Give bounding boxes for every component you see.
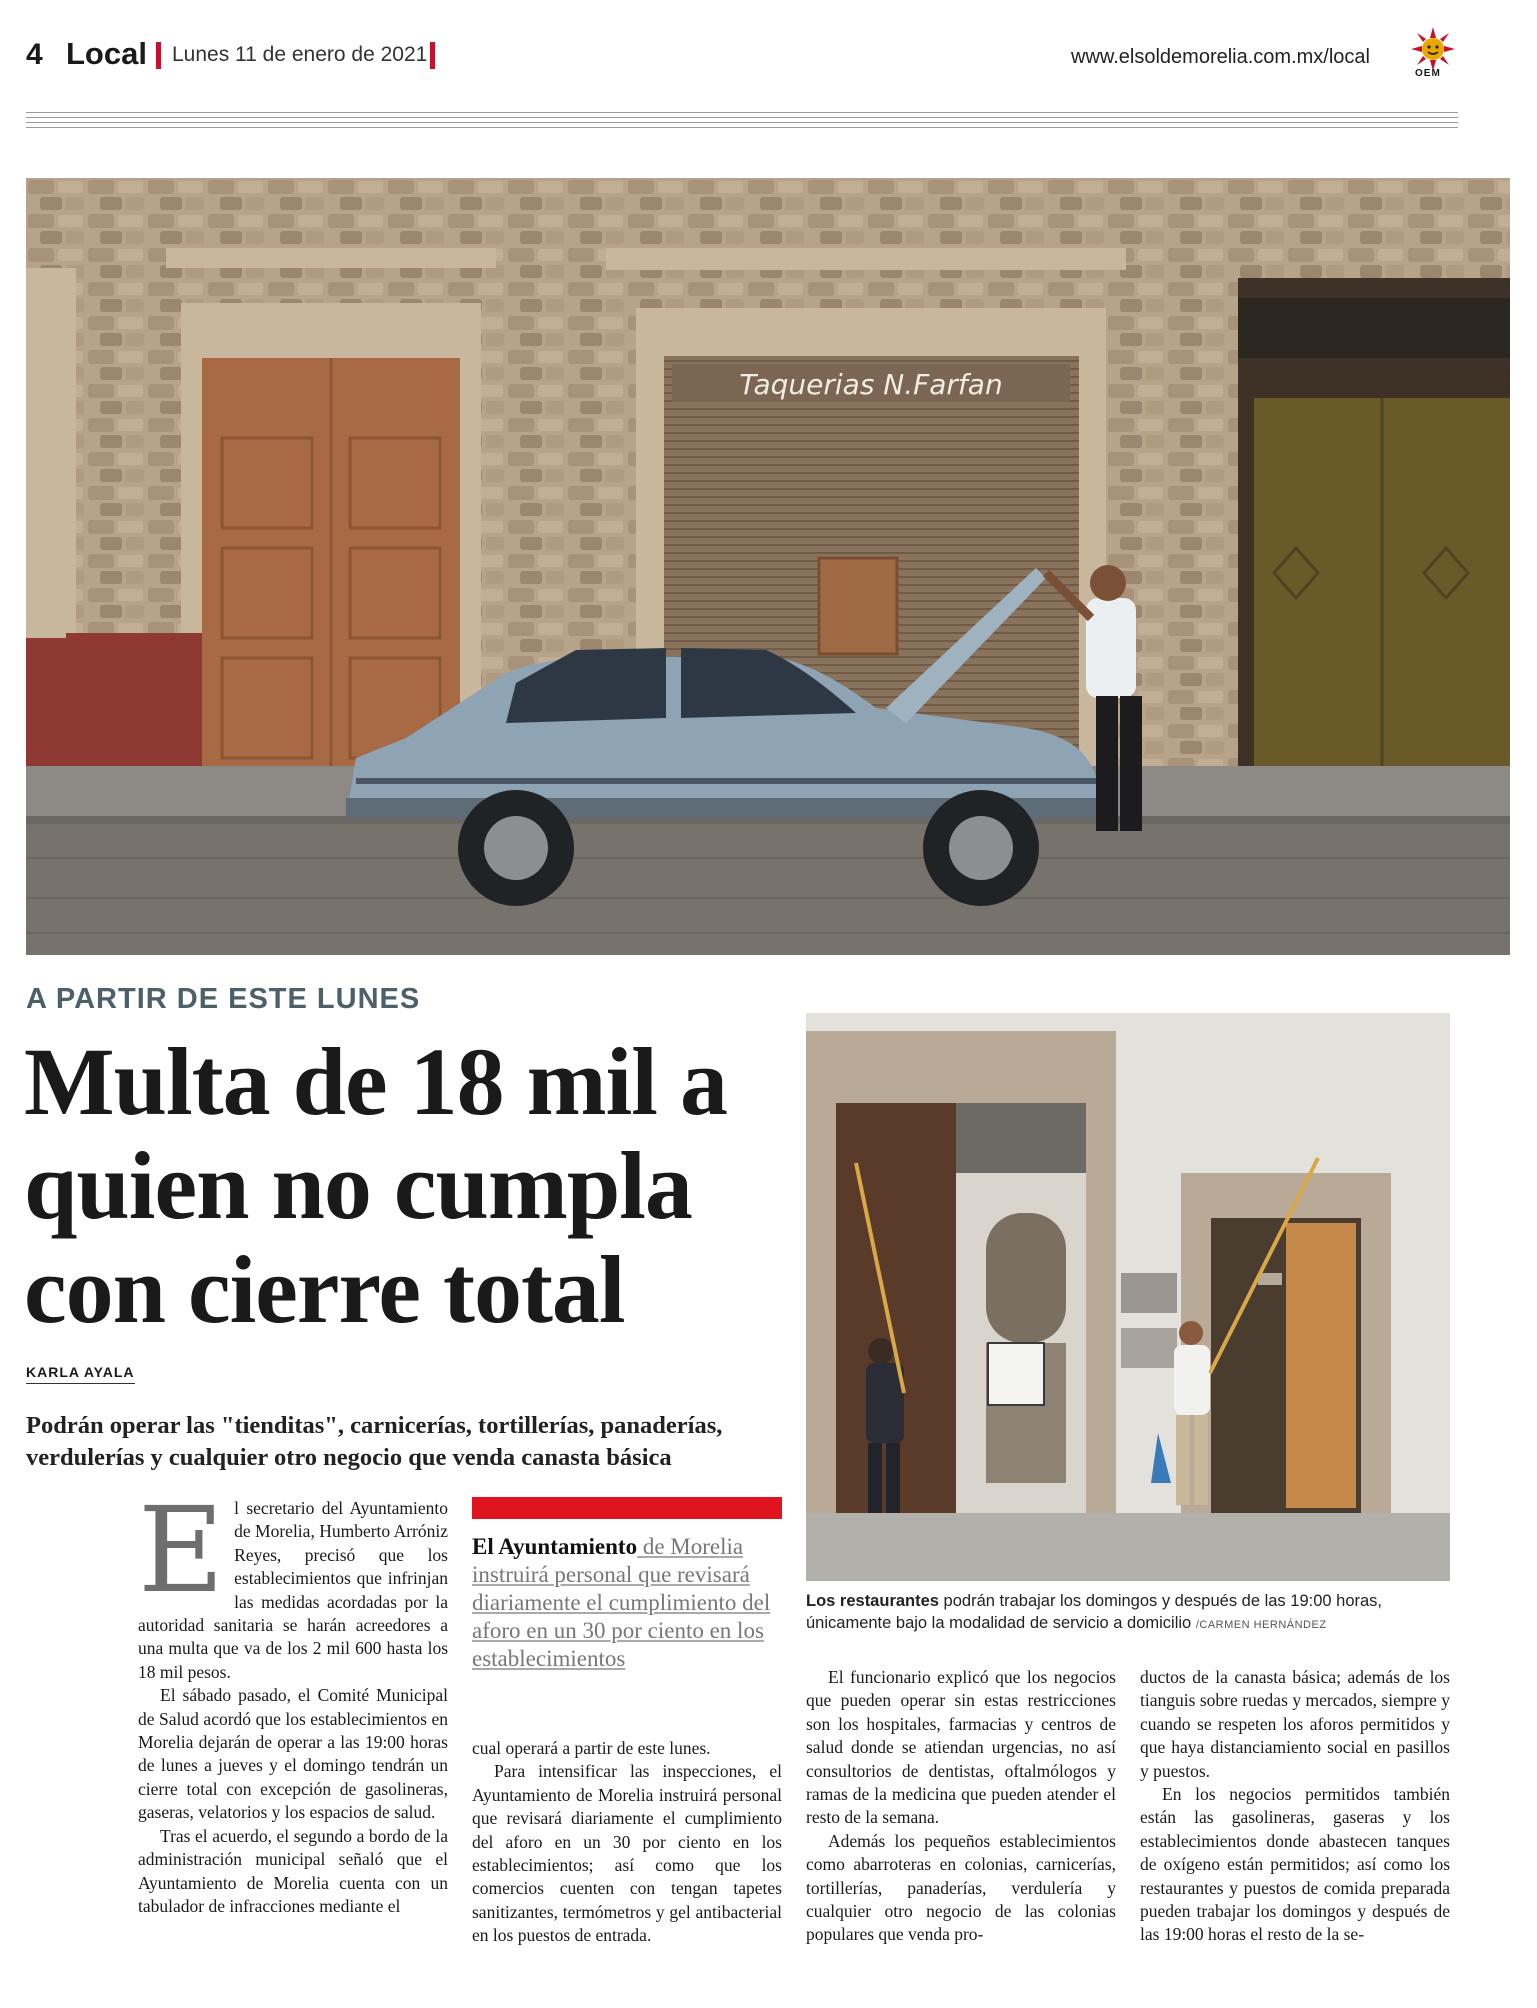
caption-text: podrán trabajar los domingos y después de las 19:00 horas, únicamente bajo la modalidad de servicio a domicilio [806,1592,1382,1632]
body-column-1 [138,1481,448,1918]
article-byline: KARLA AYALA [26,1364,135,1384]
header-divider [156,42,161,69]
body-column-2 [472,1737,782,1948]
body-column-4 [1140,1666,1450,1947]
paragraph: Además los pequeños establecimientos como abarroteras en colonias, carnicerías, tortillerías, panaderías, verdulería y cualquier otro negocio de las colonias populares que venda pro- [806,1830,1116,1945]
restaurant-photo [806,1013,1450,1581]
photo-caption [806,1590,1456,1636]
caption-lead: Los restaurantes [806,1592,939,1610]
header-divider [430,42,435,69]
paragraph: Para intensificar las inspecciones, el Ayuntamiento de Morelia instruirá personal que revisará diariamente el cumplimiento del aforo en un 30 por ciento en los establecimientos; así como que los comercios cuenten con tengan tapetes sanitizantes, termómetros y gel antibacterial en los puestos de entrada. [472,1761,782,1946]
paragraph: ductos de la canasta básica; además de los tianguis sobre ruedas y mercados, siempre y cuando se respeten los aforos permitidos y que haya distanciamiento social en pasillos y puestos. [1140,1667,1450,1781]
header-rule [26,112,1458,113]
section-name: Local [66,36,147,71]
drop-cap: E [138,1481,225,1619]
sun-logo-icon [1410,26,1456,72]
oem-logo-text: OEM [1415,68,1441,79]
paragraph: En los negocios permitidos también están las gasolineras, gaseras y los establecimientos donde abastecen tanques de oxígeno están permitidos; así como los restaurantes y puestos de comida preparada pueden trabajar los domingos y después de las 19:00 horas el resto de la se- [1140,1784,1450,1945]
main-photo-street-car [26,178,1510,955]
pullquote [472,1497,782,1673]
paragraph: El funcionario explicó que los negocios que pueden operar sin estas restricciones son los hospitales, farmacias y centros de salud donde se atiendan urgencias, no así consultorios de dentistas, oftalmólogos y ramas de la medicina que pueden atender el resto de la semana. [806,1667,1116,1828]
paragraph-text: l secretario del Ayuntamiento de Morelia, Humberto Arróniz Reyes, precisó que los establecimientos que infrinjan las medidas acordadas por la autoridad sanitaria se harán acreedores a una multa que va de los 2 mil 600 hasta los 18 mil pesos. [138,1498,448,1682]
shop-sign-text: Taquerias N.Farfan [739,368,1003,401]
header-rule [26,122,1458,123]
body-column-3 [806,1666,1116,1947]
article-kicker: A PARTIR DE ESTE LUNES [26,983,421,1015]
photo-credit: /CARMEN HERNÁNDEZ [1195,1619,1327,1631]
article-headline [24,1030,804,1342]
article-subhead: Podrán operar las "tienditas", carnicerías, tortillerías, panaderías, verdulerías y cualquier otro negocio que venda canasta básica [26,1412,723,1471]
issue-date: Lunes 11 de enero de 2021 [172,43,428,66]
pullquote-lead: El Ayuntamiento [472,1534,638,1559]
pullquote-red-bar [472,1497,782,1519]
paragraph: Tras el acuerdo, el segundo a bordo de la administración municipal señaló que el Ayuntamiento de Morelia cuenta con un tabulador de infracciones mediante el [138,1825,448,1916]
paragraph: El sábado pasado, el Comité Municipal de Salud acordó que los establecimientos en Morelia dejarán de operar a las 19:00 horas de lunes a jueves y el domingo tendrán un cierre total con excepción de gasolineras, gaseras, velatorios y los espacios de salud. [138,1685,448,1823]
paragraph: cual operará a partir de este lunes. [472,1738,711,1758]
headline-line: Multa de 18 mil a [24,1028,727,1135]
page-header [26,38,1458,78]
headline-line: con cierre total [24,1236,625,1343]
site-url[interactable]: www.elsoldemorelia.com.mx/local [1071,46,1370,68]
page-number: 4 [26,38,43,71]
headline-line: quien no cumpla [24,1132,692,1239]
header-rule [26,117,1458,118]
header-rule [26,127,1458,128]
paragraph [138,1481,448,1684]
pullquote-text: de Morelia instruirá personal que revisará diariamente el cumplimiento del aforo en un 30 por ciento en los establecimientos [472,1534,771,1671]
